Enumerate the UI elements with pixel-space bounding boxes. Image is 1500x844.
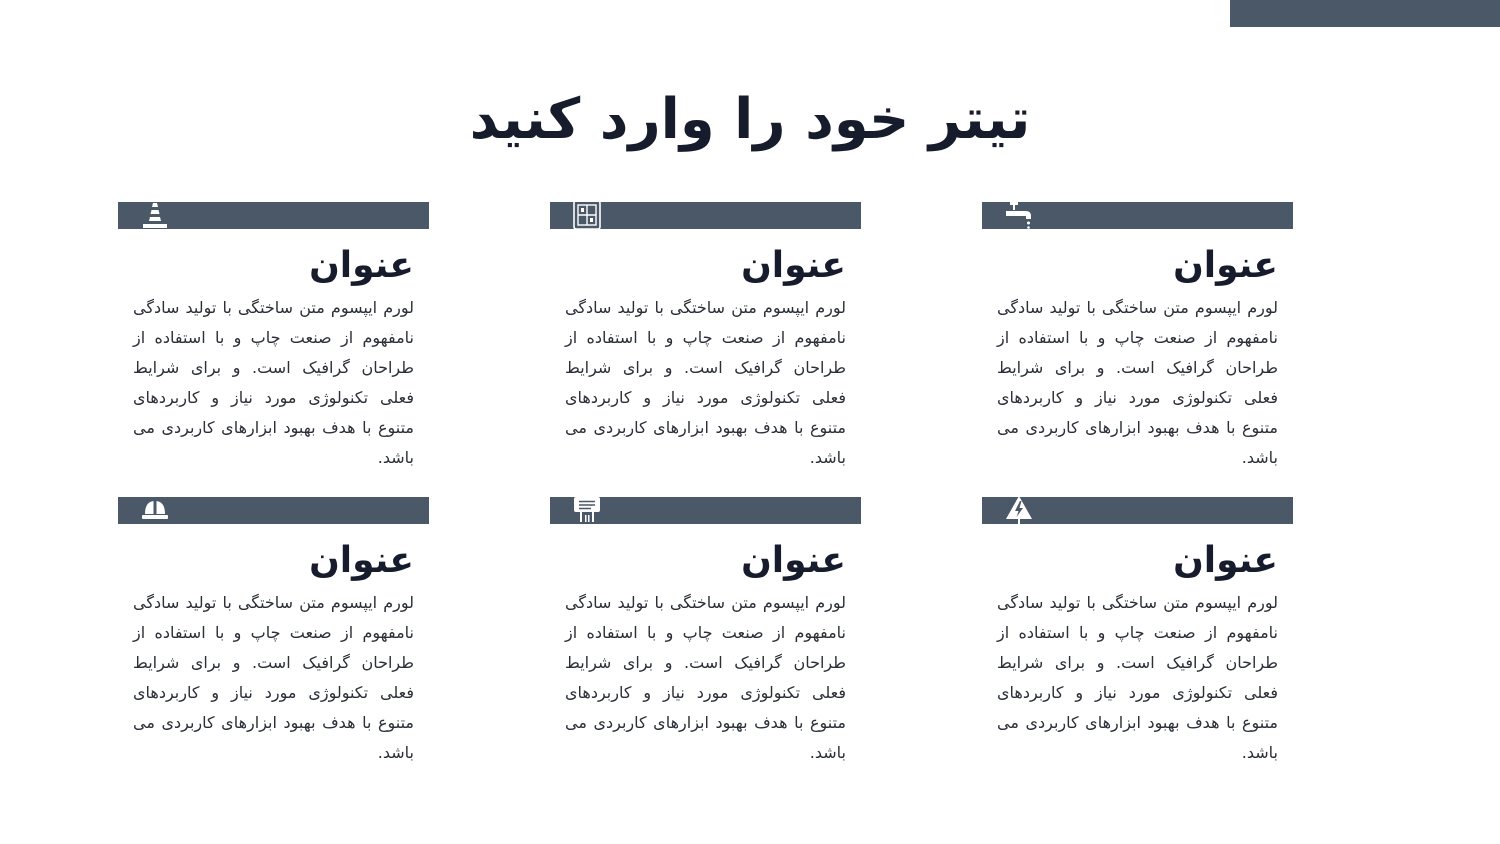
feature-card-6 xyxy=(982,497,1293,768)
sign-board-icon xyxy=(572,495,602,525)
card-heading: عنوان xyxy=(1173,540,1278,581)
feature-card-3 xyxy=(982,202,1293,473)
card-heading: عنوان xyxy=(741,245,846,286)
feature-card-1 xyxy=(118,202,429,473)
card-body-text: لورم ایپسوم متن ساختگی با تولید سادگی نامفهوم از صنعت چاپ و با استفاده از طراحان گرافیک است. و برای شرایط فعلی تکنولوژی مورد نیاز و کاربردهای متنوع با هدف بهبود ابزارهای کاربردی می باشد. xyxy=(565,593,846,762)
hard-hat-icon xyxy=(140,495,170,525)
slide-title: تیتر خود را وارد کنید xyxy=(469,87,1031,152)
card-header-bar xyxy=(982,202,1293,229)
card-heading: عنوان xyxy=(741,540,846,581)
blueprint-icon xyxy=(572,200,602,230)
card-heading: عنوان xyxy=(309,245,414,286)
card-body-text: لورم ایپسوم متن ساختگی با تولید سادگی نامفهوم از صنعت چاپ و با استفاده از طراحان گرافیک است. و برای شرایط فعلی تکنولوژی مورد نیاز و کاربردهای متنوع با هدف بهبود ابزارهای کاربردی می باشد. xyxy=(997,298,1278,467)
card-body-text: لورم ایپسوم متن ساختگی با تولید سادگی نامفهوم از صنعت چاپ و با استفاده از طراحان گرافیک است. و برای شرایط فعلی تکنولوژی مورد نیاز و کاربردهای متنوع با هدف بهبود ابزارهای کاربردی می باشد. xyxy=(997,593,1278,762)
feature-card-4 xyxy=(118,497,429,768)
card-header-bar xyxy=(550,497,861,524)
electric-warning-icon xyxy=(1004,495,1034,525)
feature-card-2 xyxy=(550,202,861,473)
card-heading: عنوان xyxy=(309,540,414,581)
card-body-text: لورم ایپسوم متن ساختگی با تولید سادگی نامفهوم از صنعت چاپ و با استفاده از طراحان گرافیک است. و برای شرایط فعلی تکنولوژی مورد نیاز و کاربردهای متنوع با هدف بهبود ابزارهای کاربردی می باشد. xyxy=(133,593,414,762)
card-heading: عنوان xyxy=(1173,245,1278,286)
feature-card-5 xyxy=(550,497,861,768)
card-header-bar xyxy=(118,497,429,524)
water-faucet-icon xyxy=(1004,200,1034,230)
card-header-bar xyxy=(118,202,429,229)
card-header-bar xyxy=(550,202,861,229)
card-body-text: لورم ایپسوم متن ساختگی با تولید سادگی نامفهوم از صنعت چاپ و با استفاده از طراحان گرافیک است. و برای شرایط فعلی تکنولوژی مورد نیاز و کاربردهای متنوع با هدف بهبود ابزارهای کاربردی می باشد. xyxy=(565,298,846,467)
card-body-text: لورم ایپسوم متن ساختگی با تولید سادگی نامفهوم از صنعت چاپ و با استفاده از طراحان گرافیک است. و برای شرایط فعلی تکنولوژی مورد نیاز و کاربردهای متنوع با هدف بهبود ابزارهای کاربردی می باشد. xyxy=(133,298,414,467)
corner-accent-bar xyxy=(1230,0,1500,27)
traffic-cone-icon xyxy=(140,200,170,230)
card-header-bar xyxy=(982,497,1293,524)
